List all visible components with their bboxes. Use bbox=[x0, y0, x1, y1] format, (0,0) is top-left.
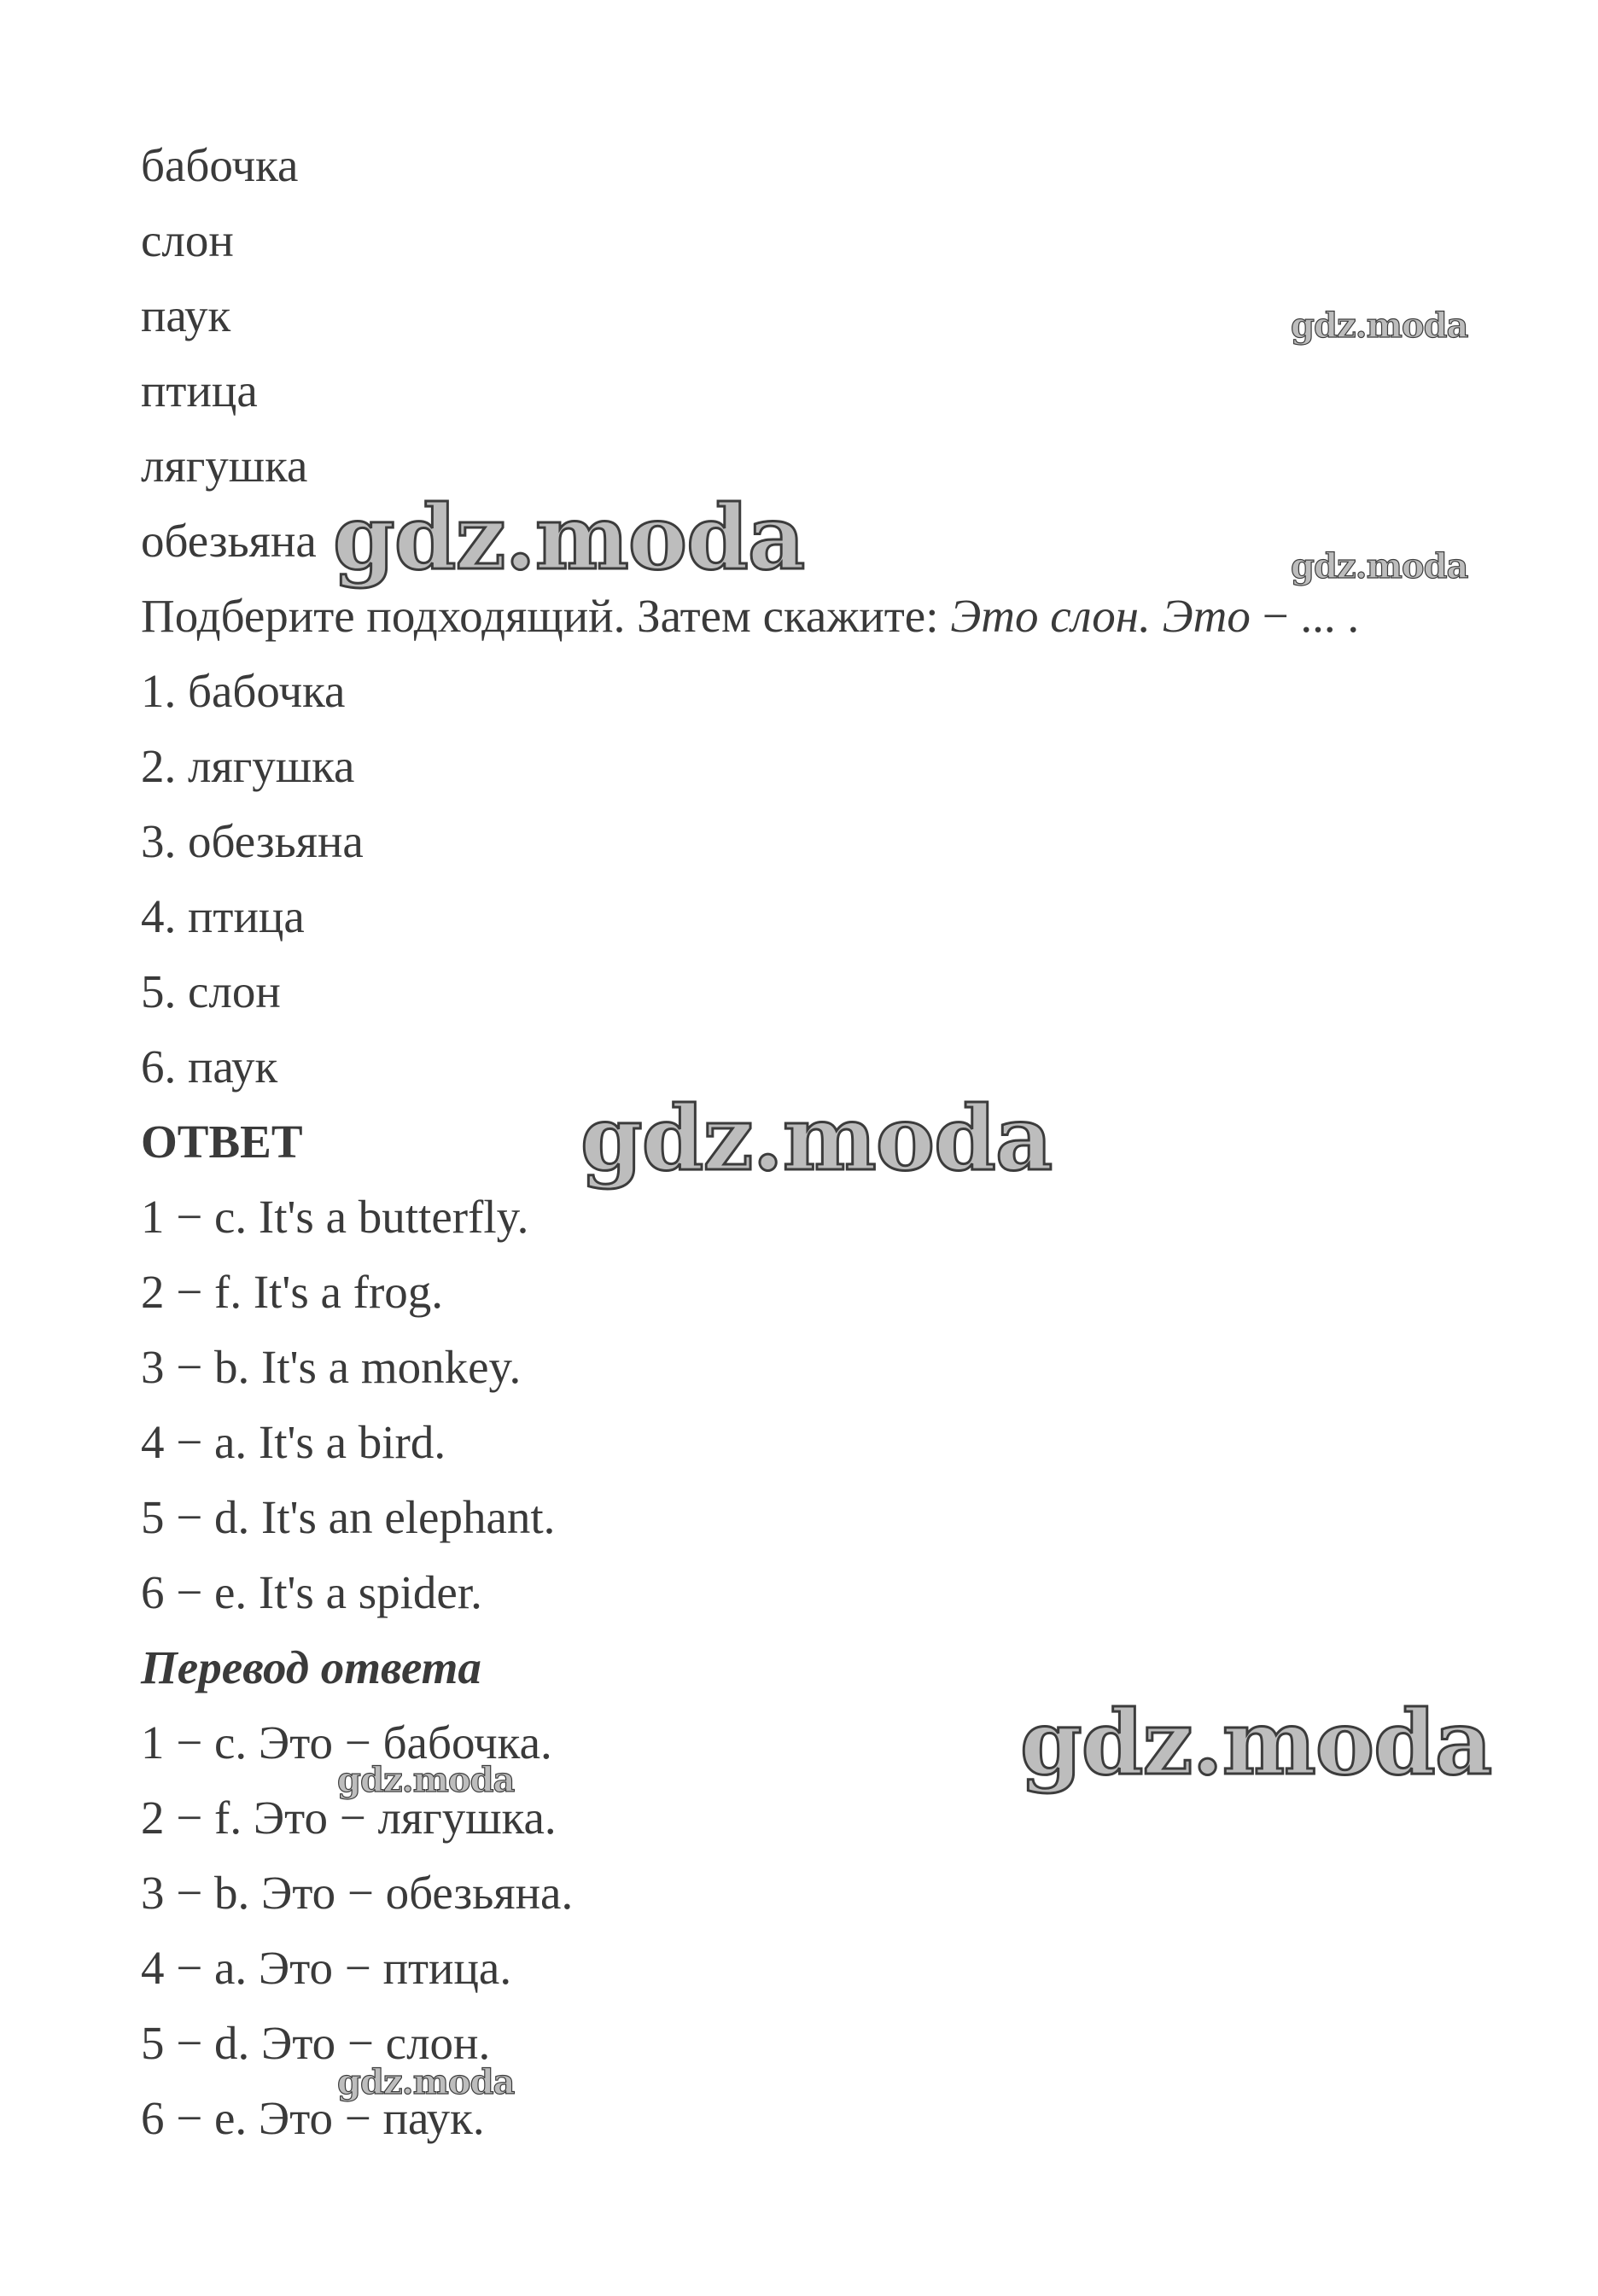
instruction-example-tail: − ... . bbox=[1250, 590, 1360, 642]
numbered-item: 6. паук bbox=[141, 1040, 278, 1093]
vocab-item: паук bbox=[141, 289, 231, 341]
watermark: gdz.moda bbox=[1291, 546, 1468, 586]
vocab-item: лягушка bbox=[141, 440, 308, 492]
watermark: gdz.moda bbox=[337, 2062, 515, 2102]
answer-item: 2 − f. It's a frog. bbox=[141, 1266, 444, 1318]
vocab-item: слон bbox=[141, 214, 234, 266]
answer-item: 3 − b. It's a monkey. bbox=[141, 1341, 522, 1393]
translation-item: 2 − f. Это − лягушка. bbox=[141, 1792, 557, 1844]
instruction-example: Это слон. Это bbox=[950, 590, 1251, 642]
instruction bbox=[141, 590, 1360, 642]
watermark: gdz.moda bbox=[580, 1086, 1053, 1191]
watermark: gdz.moda bbox=[1020, 1690, 1492, 1795]
numbered-item: 3. обезьяна bbox=[141, 815, 364, 867]
translation-item: 5 − d. Это − слон. bbox=[141, 2017, 491, 2069]
numbered-item: 2. лягушка bbox=[141, 740, 355, 792]
answer-item: 4 − a. It's a bird. bbox=[141, 1416, 446, 1468]
numbered-item: 1. бабочка bbox=[141, 665, 346, 717]
translation-item: 4 − a. Это − птица. bbox=[141, 1942, 512, 1994]
translation-heading: Перевод ответа bbox=[141, 1641, 481, 1693]
vocab-item: птица bbox=[141, 364, 258, 417]
vocab-item: бабочка bbox=[141, 139, 299, 191]
answer-item: 5 − d. It's an elephant. bbox=[141, 1491, 556, 1543]
answer-item: 1 − c. It's a butterfly. bbox=[141, 1191, 529, 1243]
watermark: gdz.moda bbox=[333, 485, 805, 590]
translation-item: 3 − b. Это − обезьяна. bbox=[141, 1867, 574, 1919]
answer-item: 6 − e. It's a spider. bbox=[141, 1566, 482, 1618]
watermark: gdz.moda bbox=[1291, 306, 1468, 346]
instruction-text: Подберите подходящий. Затем скажите: bbox=[141, 590, 951, 642]
numbered-item: 5. слон bbox=[141, 965, 281, 1017]
answer-heading: ОТВЕТ bbox=[141, 1116, 303, 1168]
numbered-item: 4. птица bbox=[141, 890, 305, 942]
watermark: gdz.moda bbox=[337, 1760, 515, 1800]
translation-item: 1 − c. Это − бабочка. bbox=[141, 1716, 552, 1769]
vocab-item: обезьяна bbox=[141, 515, 317, 567]
translation-item: 6 − e. Это − паук. bbox=[141, 2092, 485, 2144]
